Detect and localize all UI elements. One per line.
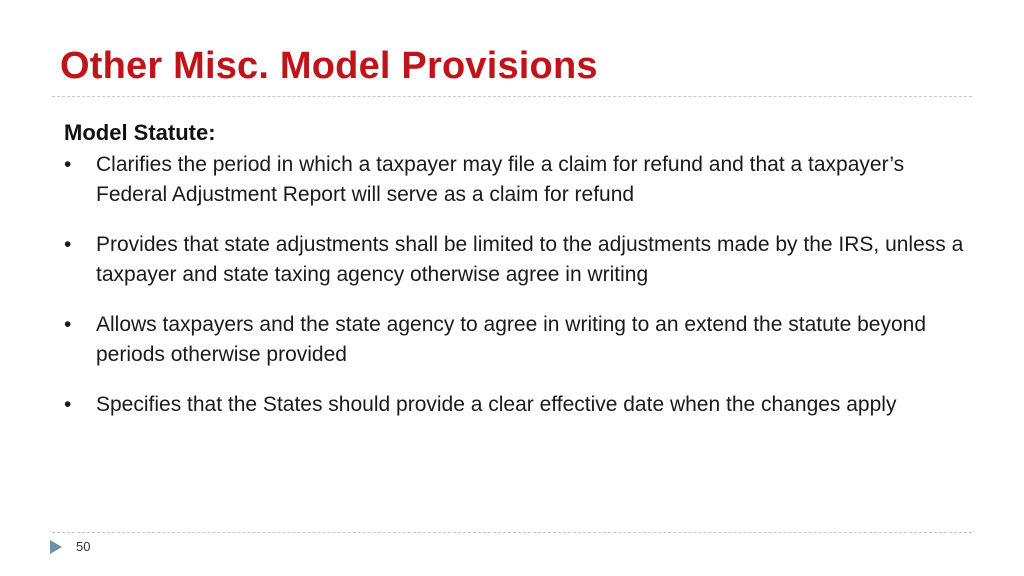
footer-divider <box>52 532 972 533</box>
triangle-right-icon <box>50 540 62 554</box>
page-number: 50 <box>76 539 91 554</box>
bullet-text: Specifies that the States should provide a clear effective date when the changes apply <box>96 393 897 416</box>
bullet-item <box>64 150 974 210</box>
title-divider <box>52 96 972 97</box>
bullet-text: Provides that state adjustments shall be limited to the adjustments made by the IRS, unless a taxpayer and state taxing agency otherwise agree in writing <box>96 233 964 286</box>
slide-title: Other Misc. Model Provisions <box>60 45 598 87</box>
bullet-dot-icon: • <box>64 153 72 176</box>
bullet-item <box>64 310 974 370</box>
slide-content <box>64 118 974 440</box>
bullet-text: Clarifies the period in which a taxpayer may file a claim for refund and that a taxpayer’s Federal Adjustment Report will serve as a claim for refund <box>96 153 905 206</box>
bullet-list <box>64 150 974 420</box>
bullet-item <box>64 230 974 290</box>
bullet-text: Allows taxpayers and the state agency to agree in writing to an extend the statute beyond periods otherwise provided <box>96 313 927 366</box>
bullet-item <box>64 390 974 420</box>
bullet-dot-icon: • <box>64 313 72 336</box>
section-heading: Model Statute: <box>64 120 216 145</box>
bullet-dot-icon: • <box>64 393 72 416</box>
bullet-dot-icon: • <box>64 233 72 256</box>
